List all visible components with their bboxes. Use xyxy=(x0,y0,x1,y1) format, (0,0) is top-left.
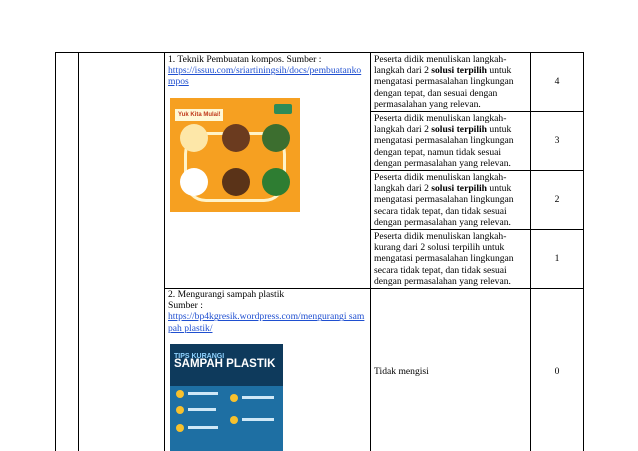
rubric-desc xyxy=(371,289,531,451)
source-cell-1 xyxy=(165,53,371,289)
rubric-desc xyxy=(371,53,531,112)
rubric-table xyxy=(55,52,584,451)
source-title: 2. Mengurangi sampah plastik xyxy=(168,289,285,301)
rubric-desc-text: untuk mengatasi permasalahan lingkungan secara tidak tepat, dan tidak sesuai dengan permasalahan yang relevan. xyxy=(374,183,514,228)
image-title-small: TIPS KURANGI xyxy=(174,352,225,360)
rubric-desc-text: untuk mengatasi permasalahan lingkungan dengan tepat, dan sesuai dengan permasalahan yang relevan. xyxy=(374,65,514,110)
step-icon xyxy=(176,390,184,398)
source-cell-2 xyxy=(165,289,371,451)
compost-bin-icon xyxy=(222,168,250,196)
plastic-infographic-image xyxy=(170,344,283,451)
compost-bin-icon xyxy=(180,124,208,152)
step-icon xyxy=(176,406,184,414)
rubric-desc xyxy=(371,112,531,171)
rubric-desc-text: untuk mengatasi permasalahan lingkungan dengan tepat, namun tidak sesuai dengan permasalahan yang relevan. xyxy=(374,124,514,169)
rubric-desc xyxy=(371,171,531,230)
step-icon xyxy=(176,424,184,432)
source-link[interactable]: https://issuu.com/sriartiningsih/docs/pembuatankompos xyxy=(168,65,362,88)
rubric-desc-text: Peserta didik menuliskan langkah-langkah dari 2 xyxy=(374,172,507,195)
plant-icon xyxy=(262,168,290,196)
rubric-score: 0 xyxy=(531,289,584,451)
source-label: Sumber : xyxy=(168,300,203,312)
logo-icon xyxy=(274,104,292,114)
rubric-desc-bold: solusi terpilih xyxy=(431,124,487,136)
text-line-decoration xyxy=(188,408,216,411)
compost-bin-icon xyxy=(222,124,250,152)
rubric-desc-bold: solusi terpilih xyxy=(431,183,487,195)
image-footer xyxy=(170,212,300,219)
rubric-desc-text: Tidak mengisi xyxy=(374,366,429,378)
number-cell xyxy=(56,53,79,451)
step-icon xyxy=(230,394,238,402)
compost-bin-icon xyxy=(180,168,208,196)
rubric-score: 2 xyxy=(531,171,584,230)
compost-bin-icon xyxy=(262,124,290,152)
rubric-score: 4 xyxy=(531,53,584,112)
image-banner: Yuk Kita Mulai! xyxy=(175,109,223,121)
compost-infographic-image xyxy=(170,98,300,219)
rubric-score: 1 xyxy=(531,230,584,289)
text-line-decoration xyxy=(188,392,218,395)
text-line-decoration xyxy=(188,426,218,429)
source-title: 1. Teknik Pembuatan kompos. Sumber : xyxy=(168,54,322,65)
rubric-desc-bold: solusi terpilih xyxy=(431,65,487,77)
source-link[interactable]: https://bp4kgresik.wordpress.com/mengurangi sampah plastik/ xyxy=(168,311,365,334)
rubric-desc-text: Peserta didik menuliskan langkah-langkah dari 2 xyxy=(374,113,507,136)
rubric-desc xyxy=(371,230,531,289)
rubric-desc-text: Peserta didik menuliskan langkah- kurang dari 2 solusi terpilih untuk mengatasi permasalahan lingkungan secara tidak tepat, dan tidak sesuai dengan permasalahan yang relevan. xyxy=(374,231,514,287)
rubric-desc-text: Peserta didik menuliskan langkah-langkah dari 2 xyxy=(374,54,507,77)
table-row xyxy=(56,53,584,112)
aspect-cell xyxy=(79,53,165,451)
text-line-decoration xyxy=(242,418,274,421)
text-line-decoration xyxy=(242,396,274,399)
image-title-big: SAMPAH PLASTIK xyxy=(174,357,276,370)
rubric-score: 3 xyxy=(531,112,584,171)
step-icon xyxy=(230,416,238,424)
